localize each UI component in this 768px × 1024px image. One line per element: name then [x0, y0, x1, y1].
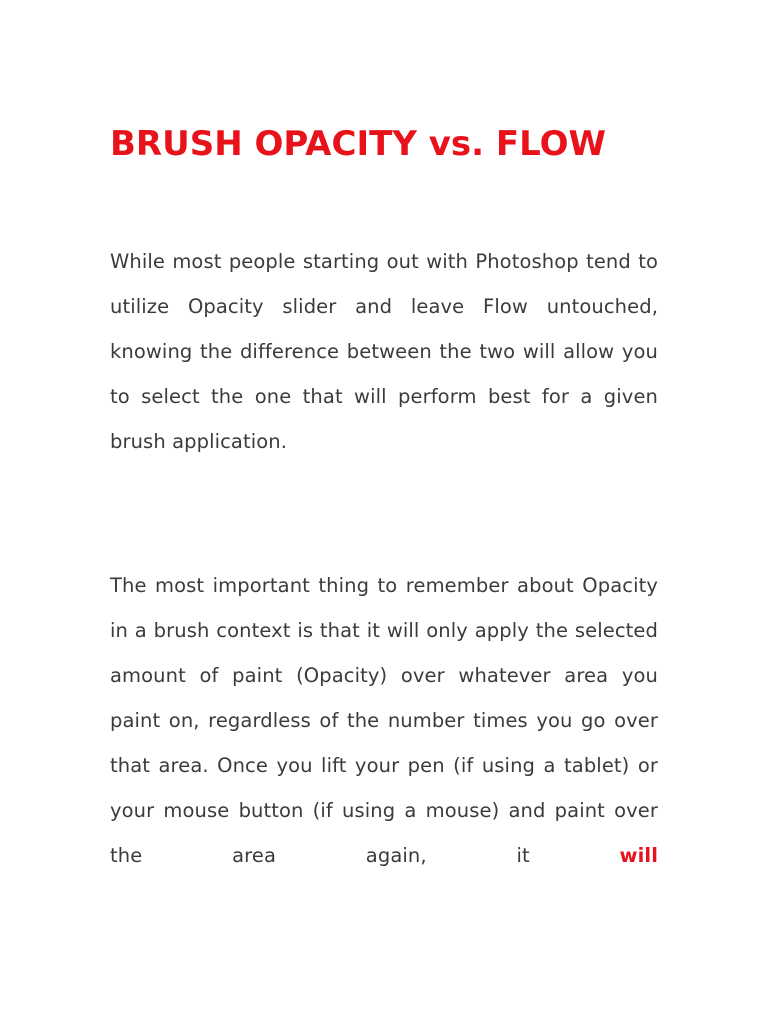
paragraph-opacity: [110, 563, 658, 878]
highlighted-word: will: [619, 844, 658, 867]
paragraph-intro-text: While most people starting out with Photoshop tend to utilize Opacity slider and leave Flow untouched, knowing the difference between the two will allow you to select the one that will perform best for a given brush application.: [110, 250, 658, 453]
paragraph-intro: [110, 239, 658, 464]
page-title: BRUSH OPACITY vs. FLOW: [110, 124, 606, 164]
paragraph-opacity-text: The most important thing to remember about Opacity in a brush context is that it will only apply the selected amount of paint (Opacity) over whatever area you paint on, regardless of the number times you go over that area. Once you lift your pen (if using a tablet) or your mouse button (if using a mouse) and paint over the area again, it: [110, 574, 658, 867]
